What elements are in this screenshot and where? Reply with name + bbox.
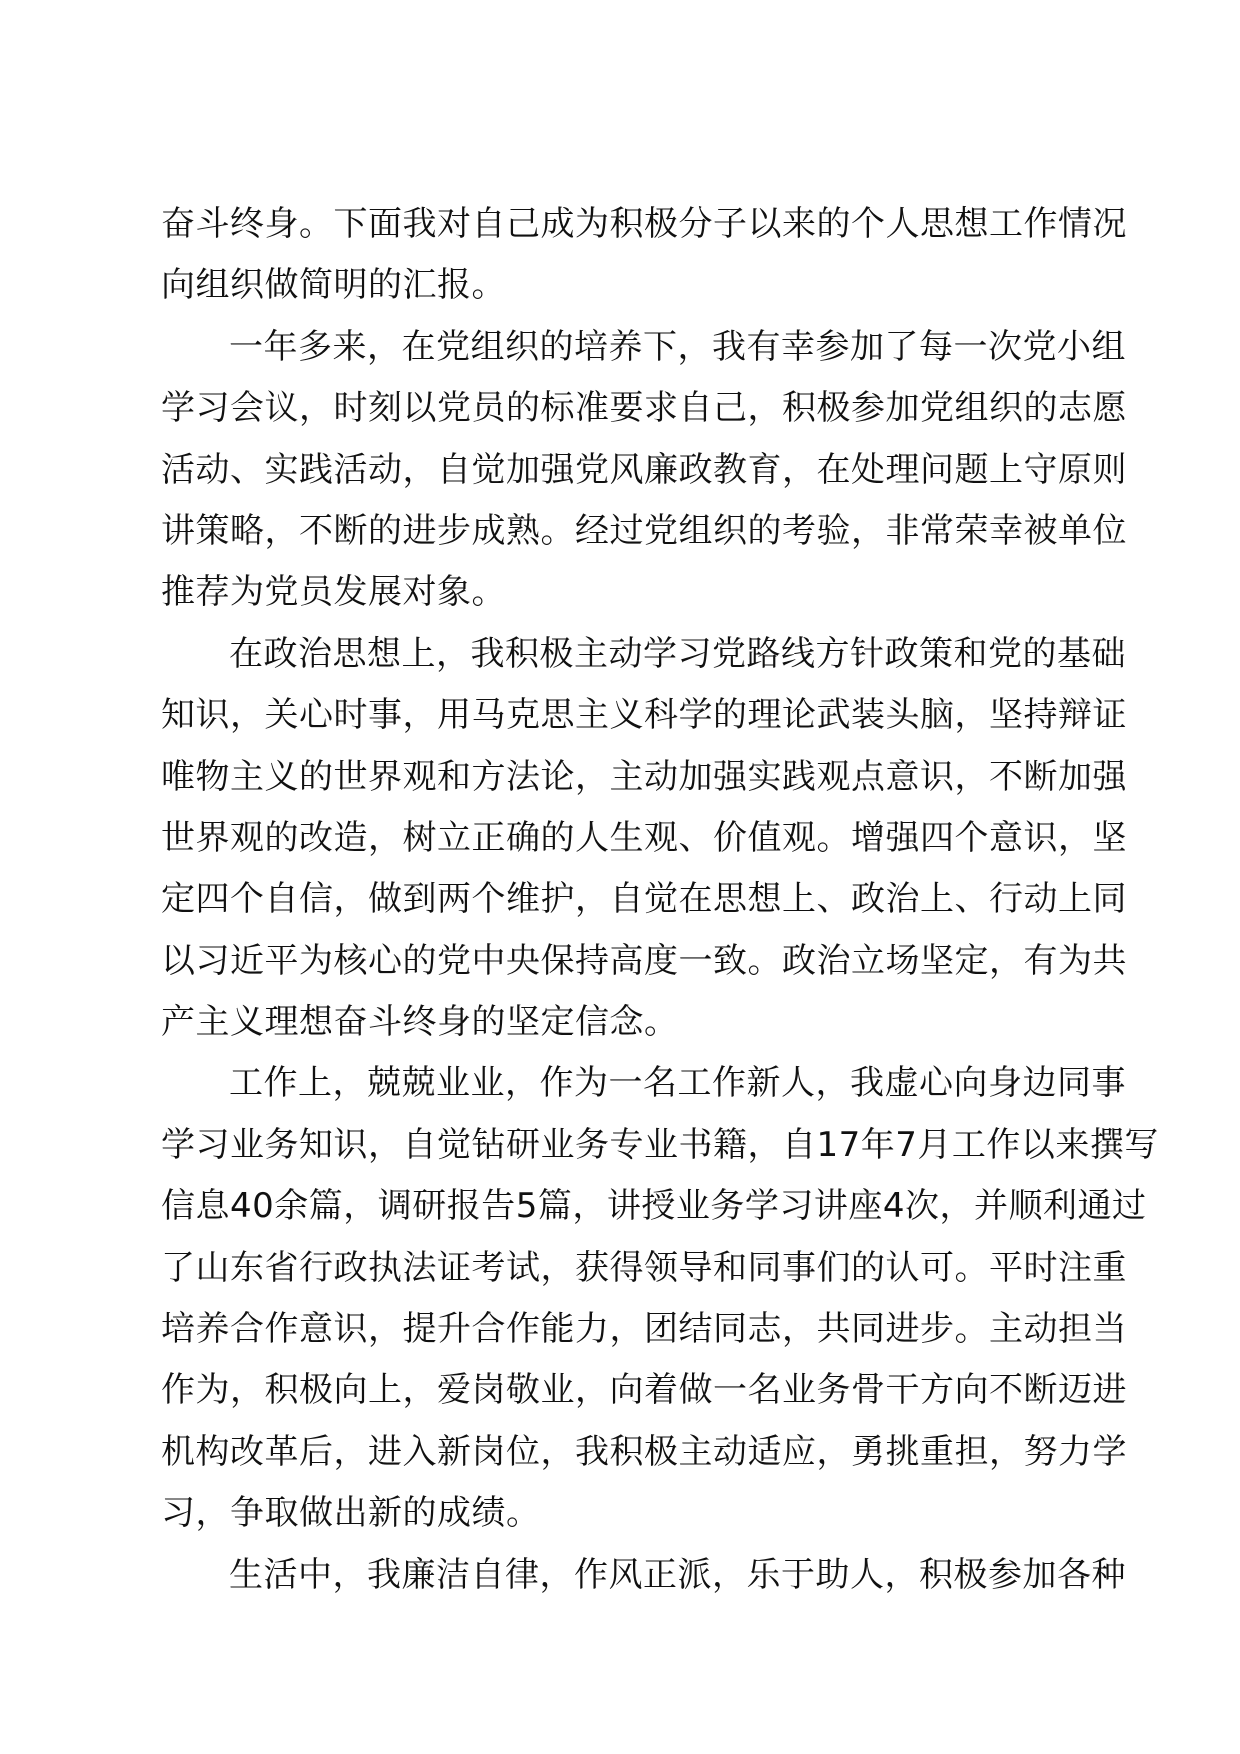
text-line: 工作上，兢兢业业，作为一名工作新人，我虚心向身边同事 xyxy=(229,1063,1126,1104)
text-line: 学习业务知识，自觉钻研业务专业书籍，自17年7月工作以来撰写 xyxy=(161,1124,1159,1165)
text-line: 产主义理想奋斗终身的坚定信念。 xyxy=(161,1002,679,1043)
text-line: 在政治思想上，我积极主动学习党路线方针政策和党的基础 xyxy=(229,633,1126,674)
text-line: 作为，积极向上，爱岗敬业，向着做一名业务骨干方向不断迈进 xyxy=(161,1370,1127,1411)
text-line: 向组织做简明的汇报。 xyxy=(161,265,506,306)
text-line: 奋斗终身。下面我对自己成为积极分子以来的个人思想工作情况 xyxy=(161,204,1127,244)
text-line: 习，争取做出新的成绩。 xyxy=(161,1493,541,1534)
text-line: 一年多来，在党组织的培养下，我有幸参加了每一次党小组 xyxy=(229,326,1126,367)
text-line: 讲策略，不断的进步成熟。经过党组织的考验，非常荣幸被单位 xyxy=(161,510,1127,551)
text-line: 学习会议，时刻以党员的标准要求自己，积极参加党组织的志愿 xyxy=(161,388,1127,429)
text-line: 知识，关心时事，用马克思主义科学的理论武装头脑，坚持辩证 xyxy=(161,695,1127,736)
document-body xyxy=(161,194,1159,1606)
text-line: 活动、实践活动，自觉加强党风廉政教育，在处理问题上守原则 xyxy=(161,449,1127,490)
text-line: 生活中，我廉洁自律，作风正派，乐于助人，积极参加各种 xyxy=(229,1554,1126,1595)
text-line: 世界观的改造，树立正确的人生观、价值观。增强四个意识，坚 xyxy=(161,817,1127,858)
text-line: 信息40余篇，调研报告5篇，讲授业务学习讲座4次，并顺利通过 xyxy=(161,1186,1147,1227)
text-line: 推荐为党员发展对象。 xyxy=(161,572,506,613)
text-line: 了山东省行政执法证考试，获得领导和同事们的认可。平时注重 xyxy=(161,1247,1127,1288)
text-line: 定四个自信，做到两个维护，自觉在思想上、政治上、行动上同 xyxy=(161,879,1127,920)
text-line: 培养合作意识，提升合作能力，团结同志，共同进步。主动担当 xyxy=(161,1309,1127,1350)
text-line: 以习近平为核心的党中央保持高度一致。政治立场坚定，有为共 xyxy=(161,940,1127,981)
text-line: 唯物主义的世界观和方法论，主动加强实践观点意识，不断加强 xyxy=(161,756,1127,797)
text-line: 机构改革后，进入新岗位，我积极主动适应，勇挑重担，努力学 xyxy=(161,1431,1127,1472)
